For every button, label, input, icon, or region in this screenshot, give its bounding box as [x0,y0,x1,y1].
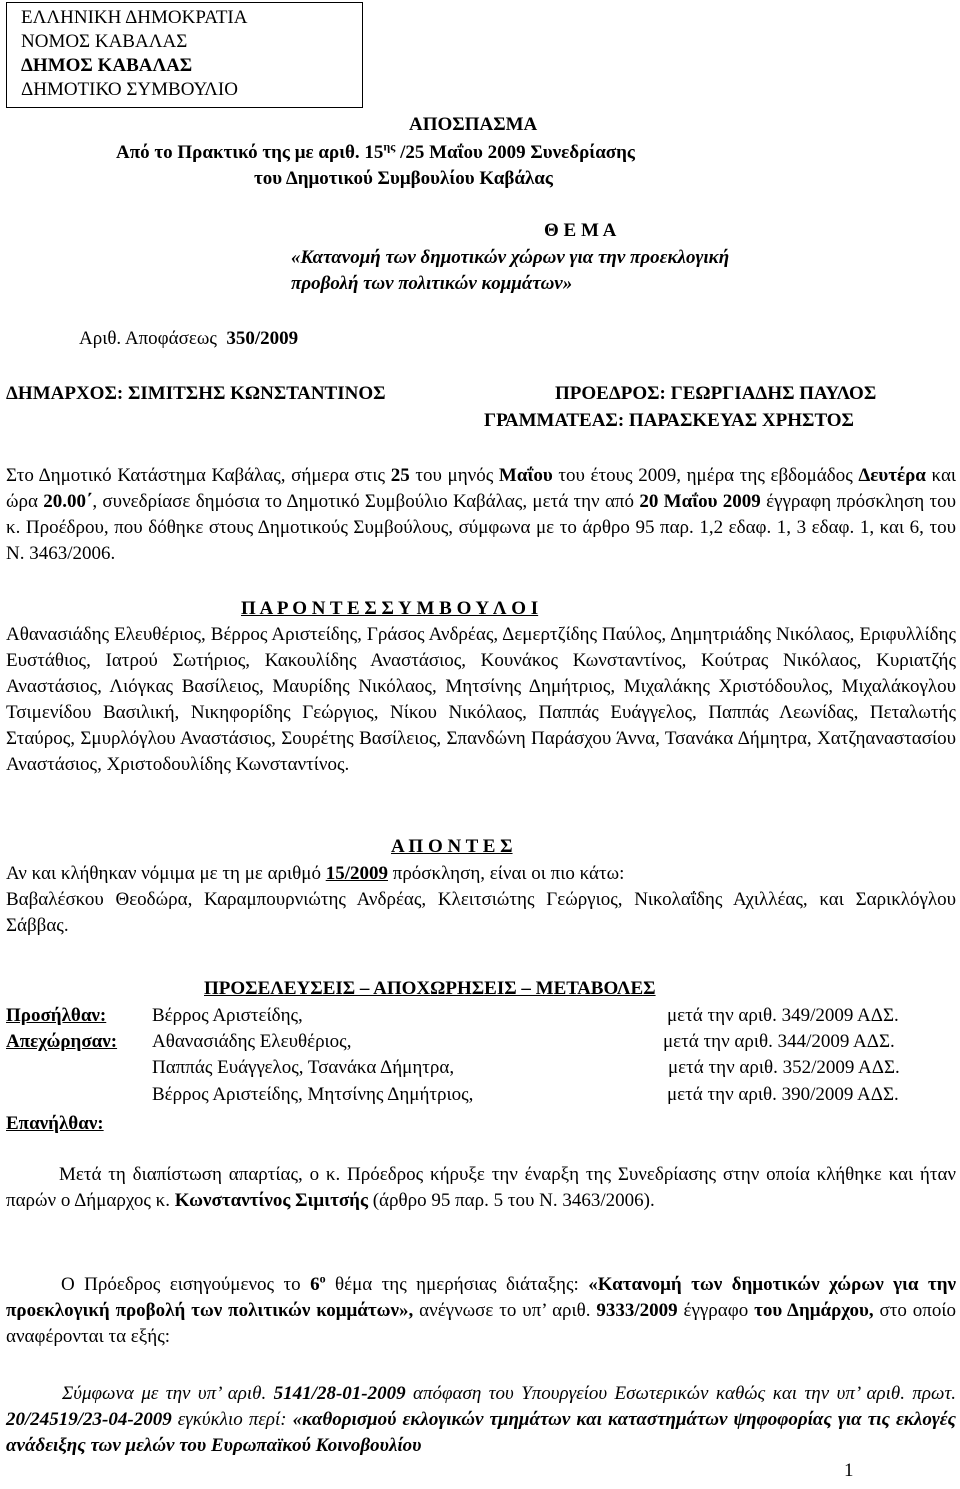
intro-day: 25 [390,465,410,486]
topic-label: Θ Ε Μ Α [544,220,617,241]
rapporteur-paragraph [6,1272,956,1350]
movement-names: Βέρρος Αριστείδης, Μητσίνης Δημήτριος, [152,1084,474,1105]
present-names: Αθανασιάδης Ελευθέριος, Βέρρος Αριστείδης, Γράσος Ανδρέας, Δεμερτζίδης Παύλος, Δημητριάδης Νικόλαος, Εριφυλλίδης Ευστάθιος, Ιατρού Σωτήριος, Κακουλίδης Αναστάσιος, Κουνάκος Κωνσταντίνος, Κούτρας Νικόλαος, Κυριατζής Αναστάσιος, Λιόγκας Βασίλειος, Μαυρίδης Νικόλαος, Μητσίνης Δημήτριος, Μιχαλάκης Χριστόδουλος, Μιχαλάκογλου Τσιμενίδου Βασιλική, Νικηφορίδης Γεώργιος, Νίκου Νικόλαος, Παππάς Ευάγγελος, Παππάς Λεωνίδας, Πεταλωτής Σταύρος, Σμυρλόγλου Αναστάσιος, Σουρέτης Βασίλειος, Σπανδώνη Παράσχου Άννα, Τσανάκα Δήμητρα, Χατζηαναστασίου Αναστάσιος, Χριστοδουλίδης Κωνσταντίνος. [6,624,956,775]
decision-number [79,326,298,352]
absent-names: Βαβαλέσκου Θεοδώρα, Καραμπουρνιώτης Ανδρέας, Κλειτσιώτης Γεώργιος, Νικολαΐδης Αχιλλέας, και Σαρικλόγλου Σάββας. [6,889,956,936]
movement-label: Προσήλθαν: [6,1005,107,1026]
intro-weekday: Δευτέρα [858,465,926,486]
document-type-title: ΑΠΟΣΠΑΣΜΑ [409,114,538,135]
rapporteur-text: ανέγνωσε το υπ’ αριθ. [413,1300,597,1321]
movement-row [6,1003,960,1029]
rapporteur-doc-number: 9333/2009 [596,1300,678,1321]
absent-text: πρόσκληση, είναι οι πιο κάτω: [387,863,625,884]
quorum-paragraph [6,1162,956,1214]
movement-ref: μετά την αριθ. 349/2009 ΑΔΣ. [667,1005,899,1026]
movement-label: Επανήλθαν: [6,1113,104,1134]
absent-heading: Α Π Ο Ν Τ Ε Σ [391,836,513,857]
document-page [6,0,956,1489]
absent-invitation-ref: 15/2009 [325,863,388,884]
movement-row [6,1055,960,1081]
header-line: ΝΟΜΟΣ ΚΑΒΑΛΑΣ [21,31,188,52]
header-line: ΕΛΛΗΝΙΚΗ ΔΗΜΟΚΡΑΤΙΑ [21,7,248,28]
absent-text: Αν και κλήθηκαν νόμιμα με τη με αριθμό [6,863,326,884]
movements-heading: ΠΡΟΣΕΛΕΥΣΕΙΣ – ΑΠΟΧΩΡΗΣΕΙΣ – ΜΕΤΑΒΟΛΕΣ [204,978,656,999]
minutes-reference [116,140,635,166]
agenda-item-number: 6 [310,1274,320,1295]
movement-names: Αθανασιάδης Ελευθέριος, [152,1031,352,1052]
intro-month: Μαΐου [498,465,553,486]
intro-paragraph [6,463,956,567]
topic-line: «Κατανομή των δημοτικών χώρων για την προεκλογική [291,247,730,268]
issuer-header-box [6,2,363,108]
absent-paragraph [6,861,956,939]
intro-time: 20.00΄ [43,491,93,512]
intro-invite-date: 20 Μαΐου 2009 [639,491,761,512]
movement-names: Βέρρος Αριστείδης, [152,1005,303,1026]
minutes-ref-part: Από το Πρακτικό της με αριθ. 15 [116,142,384,163]
quote-ref: 5141/28-01-2009 [273,1383,406,1404]
quorum-text: Μετά τη διαπίστωση απαρτίας, ο κ. Πρόεδρος κήρυξε την έναρξη της Συνεδρίασης στην οποία κλήθηκε και ήταν παρών ο Δήμαρχος κ. [6,1164,956,1211]
minutes-ref-sup: ης [383,139,396,154]
secretary-line: ΓΡΑΜΜΑΤΕΑΣ: ΠΑΡΑΣΚΕΥΑΣ ΧΡΗΣΤΟΣ [484,410,854,431]
intro-text: του έτους 2009, ημέρα της εβδομάδος [552,465,859,486]
minutes-ref-part: /25 Μαΐου 2009 Συνεδρίασης [395,142,635,163]
movement-ref: μετά την αριθ. 344/2009 ΑΔΣ. [663,1031,895,1052]
mayor-line: ΔΗΜΑΡΧΟΣ: ΣΙΜΙΤΣΗΣ ΚΩΝΣΤΑΝΤΙΝΟΣ [6,383,386,404]
header-line: ΔΗΜΟΤΙΚΟ ΣΥΜΒΟΥΛΙΟ [21,79,238,100]
rapporteur-text: έγγραφο [677,1300,755,1321]
intro-text: , συνεδρίασε δημόσια το Δημοτικό Συμβούλιο Καβάλας, μετά την από [92,491,640,512]
intro-text: Στο Δημοτικό Κατάστημα Καβάλας, σήμερα στις [6,465,391,486]
movement-row [6,1029,960,1055]
quorum-text: (άρθρο 95 παρ. 5 του Ν. 3463/2006). [367,1190,655,1211]
movement-ref: μετά την αριθ. 352/2009 ΑΔΣ. [668,1057,900,1078]
agenda-item-sup: ο [319,1271,326,1286]
rapporteur-mayor: του Δημάρχου, [754,1300,874,1321]
intro-text: έγγραφη πρόσκληση του κ. Προέδρου, που δόθηκε στους Δημοτικούς Συμβούλους, σύμφωνα με το άρθρο 95 παρ. 1,2 εδαφ. 1, 3 εδαφ. 1, και 6, του Ν. 3463/2006. [6,491,956,564]
quote-ref: 20/24519/23-04-2009 [6,1409,172,1430]
movement-label: Απεχώρησαν: [6,1031,118,1052]
rapporteur-text: Ο Πρόεδρος εισηγούμενος το [61,1274,311,1295]
rapporteur-topic: «Κατανομή των δημοτικών χώρων για την προεκλογική προβολή των πολιτικών κομμάτων», [6,1274,956,1321]
quote-text: εγκύκλιο περί: [171,1409,293,1430]
quote-text: απόφαση του Υπουργείου Εσωτερικών καθώς και την υπ’ αριθ. πρωτ. [405,1383,956,1404]
quote-bold-text: «καθορισμού εκλογικών τμημάτων και καταστημάτων ψηφοφορίας για τις εκλογές ανάδειξης των μελών του Ευρωπαϊκού Κοινοβουλίου [6,1409,956,1456]
page-number: 1 [844,1460,854,1481]
header-line: ΔΗΜΟΣ ΚΑΒΑΛΑΣ [21,55,193,76]
movement-ref: μετά την αριθ. 390/2009 ΑΔΣ. [667,1084,899,1105]
movement-names: Παππάς Ευάγγελος, Τσανάκα Δήμητρα, [152,1057,455,1078]
quote-text: Σύμφωνα με την υπ’ αριθ. [62,1383,274,1404]
quoted-paragraph [6,1381,956,1459]
movement-row [6,1082,960,1108]
intro-text: και ώρα [6,465,957,512]
topic-line: προβολή των πολιτικών κομμάτων» [291,273,573,294]
intro-text: του μηνός [409,465,499,486]
decision-value: 350/2009 [226,328,299,349]
council-name: του Δημοτικού Συμβουλίου Καβάλας [254,168,553,189]
president-line: ΠΡΟΕΔΡΟΣ: ΓΕΩΡΓΙΑΔΗΣ ΠΑΥΛΟΣ [555,383,877,404]
quorum-mayor-name: Κωνσταντίνος Σιμιτσής [174,1190,368,1211]
movement-row [6,1111,960,1137]
decision-label: Αριθ. Αποφάσεως [79,328,217,349]
present-heading: Π Α Ρ Ο Ν Τ Ε Σ Σ Υ Μ Β Ο Υ Λ Ο Ι [241,598,539,619]
rapporteur-text: στο οποίο αναφέρονται τα εξής: [6,1300,956,1347]
rapporteur-text: θέμα της ημερήσιας διάταξης: [325,1274,589,1295]
